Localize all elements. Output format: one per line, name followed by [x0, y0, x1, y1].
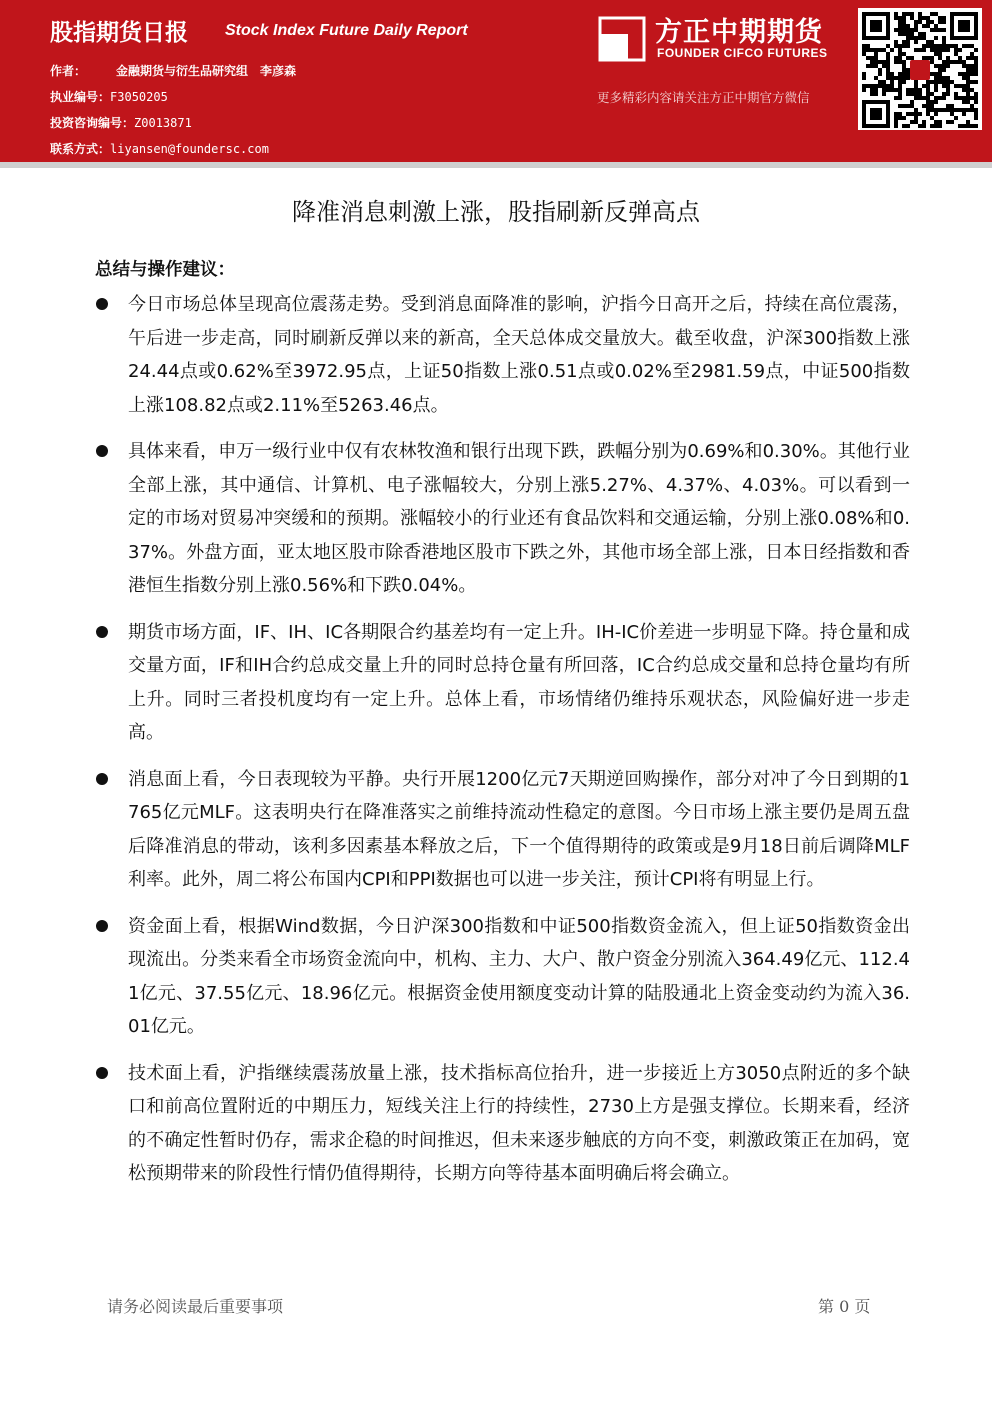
- report-title-cn: 股指期货日报: [50, 20, 188, 46]
- brand-name-en: FOUNDER CIFCO FUTURES: [657, 46, 828, 60]
- author-line: [50, 62, 296, 79]
- bullet-icon: [96, 1067, 108, 1079]
- consult-value: Z0013871: [134, 116, 192, 130]
- bullet-icon: [96, 298, 108, 310]
- consult-line: [50, 114, 192, 131]
- report-title-en: Stock Index Future Daily Report: [225, 22, 468, 39]
- list-item-text: 今日市场总体呈现高位震荡走势。受到消息面降准的影响，沪指今日高开之后，持续在高位震荡，午后进一步走高，同时刷新反弹以来的新高，全天总体成交量放大。截至收盘，沪深300指数上涨24.44点或0.62%至3972.95点，上证50指数上涨0.51点或0.02%至2981.59点，中证500指数上涨108.82点或2.11%至5263.46点。: [128, 294, 910, 416]
- author-label: 作者：: [50, 64, 87, 78]
- license-line: [50, 88, 168, 105]
- document-title: 降准消息刺激上涨，股指刷新反弹高点: [292, 198, 700, 226]
- author-name: 李彦森: [260, 64, 297, 78]
- list-item-text: 技术面上看，沪指继续震荡放量上涨，技术指标高位抬升，进一步接近上方3050点附近的多个缺口和前高位置附近的中期压力，短线关注上行的持续性，2730上方是强支撑位。长期来看，经济的不确定性暂时仍存，需求企稳的时间推迟，但未来逐步触底的方向不变，刺激政策正在加码，宽松预期带来的阶段性行情仍值得期待，长期方向等待基本面明确后将会确立。: [128, 1062, 910, 1184]
- bullet-icon: [96, 773, 108, 785]
- contact-line: [50, 140, 269, 157]
- list-item-text: 消息面上看，今日表现较为平静。央行开展1200亿元7天期逆回购操作，部分对冲了今日到期的1765亿元MLF。这表明央行在降准落实之前维持流动性稳定的意图。今日市场上涨主要仍是周五盘后降准消息的带动，该利多因素基本释放之后，下一个值得期待的政策或是9月18日前后调降MLF利率。此外，周二将公布国内CPI和PPI数据也可以进一步关注，预计CPI将有明显上行。: [128, 768, 910, 890]
- list-item: [90, 763, 910, 897]
- summary-list: [90, 288, 910, 1204]
- wechat-qr-code: [858, 8, 982, 130]
- list-item: [90, 910, 910, 1044]
- contact-label: 联系方式：: [50, 142, 111, 156]
- list-item: [90, 435, 910, 603]
- wechat-note: 更多精彩内容请关注方正中期官方微信: [597, 90, 810, 105]
- report-header: [0, 0, 992, 162]
- header-divider: [0, 162, 992, 168]
- list-item: [90, 1057, 910, 1191]
- license-value: F3050205: [110, 90, 168, 104]
- qr-code-icon: [858, 8, 982, 130]
- bullet-icon: [96, 626, 108, 638]
- bullet-icon: [96, 445, 108, 457]
- list-item-text: 期货市场方面，IF、IH、IC各期限合约基差均有一定上升。IH-IC价差进一步明显下降。持仓量和成交量方面，IF和IH合约总成交量上升的同时总持仓量有所回落，IC合约总成交量和总持仓量均有所上升。同时三者投机度均有一定上升。总体上看，市场情绪仍维持乐观状态，风险偏好进一步走高。: [128, 621, 910, 743]
- consult-label: 投资咨询编号：: [50, 116, 135, 130]
- list-item: [90, 616, 910, 750]
- bullet-icon: [96, 920, 108, 932]
- contact-email[interactable]: liyansen@foundersc.com: [110, 142, 269, 156]
- page-number: 第 0 页: [818, 1297, 871, 1316]
- list-item-text: 资金面上看，根据Wind数据，今日沪深300指数和中证500指数资金流入，但上证50指数资金出现流出。分类来看全市场资金流向中，机构、主力、大户、散户资金分别流入364.49亿元、112.41亿元、37.55亿元、18.96亿元。根据资金使用额度变动计算的陆股通北上资金变动约为流入36.01亿元。: [128, 915, 910, 1037]
- license-label: 执业编号：: [50, 90, 111, 104]
- list-item-text: 具体来看，申万一级行业中仅有农林牧渔和银行出现下跌，跌幅分别为0.69%和0.30%。其他行业全部上涨，其中通信、计算机、电子涨幅较大，分别上涨5.27%、4.37%、4.03%。可以看到一定的市场对贸易冲突缓和的预期。涨幅较小的行业还有食品饮料和交通运输，分别上涨0.08%和0.37%。外盘方面，亚太地区股市除香港地区股市下跌之外，其他市场全部上涨，日本日经指数和香港恒生指数分别上涨0.56%和下跌0.04%。: [128, 441, 910, 596]
- footer-disclaimer-note: 请务必阅读最后重要事项: [107, 1297, 284, 1316]
- brand-name-cn: 方正中期期货: [655, 17, 823, 48]
- founder-logo-icon: [598, 16, 646, 62]
- author-group: 金融期货与衍生品研究组: [116, 64, 249, 78]
- section-heading: 总结与操作建议：: [95, 260, 235, 280]
- list-item: [90, 288, 910, 422]
